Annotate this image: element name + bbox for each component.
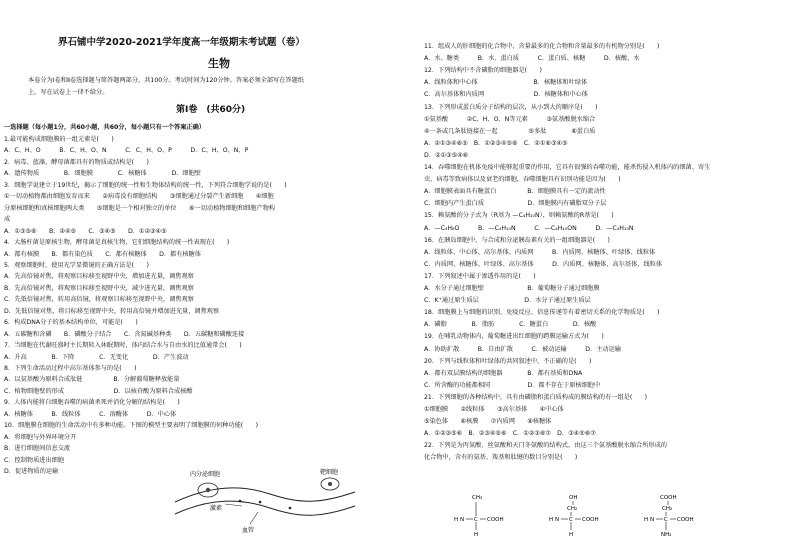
question-line: A．磷脂 B．脂肪 C．糖蛋白 D．核酸 bbox=[424, 321, 597, 329]
instructions: 一选择题（每小题1分，共60小题，共60分，每小题只有一个答案正确） bbox=[4, 124, 205, 131]
hormone-diagram bbox=[170, 468, 360, 536]
question-line: A．升高 B．下降 C．无变化 D．产生波动 bbox=[4, 353, 189, 361]
carboxyl-group: COOH bbox=[487, 517, 504, 523]
question-line: A．—C₄H₈O B．—C₄H₁₀N C．—C₄H₁₀ON D．—C₄H₁₀N bbox=[424, 224, 634, 232]
subject-title: 生物 bbox=[208, 57, 230, 70]
question-line: A．协助扩散 B．自由扩散 C．被动运输 D．主动运输 bbox=[424, 345, 621, 353]
question-line: 分原核细胞和真核细胞两大类 ⑤细胞是一个相对独立的单位 ⑥一切动植物细胞和细胞产物构 bbox=[4, 204, 275, 212]
vessel-pointer bbox=[250, 512, 258, 524]
question-line: 20．下列与线粒体和叶绿体的共同叙述中，不正确的是( ) bbox=[424, 357, 592, 365]
question-line: 6．构成DNA分子的基本结构单位，可能是( ) bbox=[4, 319, 138, 327]
target-nucleus bbox=[328, 482, 332, 486]
question-line: 12．下列结构中不含磷脂的细胞器是( ) bbox=[424, 67, 542, 75]
question-line: 8．下列生命活动过程中高尔基体参与的是( ) bbox=[4, 365, 137, 372]
question-line: A．核糖体 B．线粒体 C．溶酶体 D．中心体 bbox=[4, 410, 177, 418]
alanine-r-group: CH₃ bbox=[472, 495, 483, 501]
question-line: C．植物细胞壁的形成 D．以核苷酸为原料合成核酸 bbox=[4, 387, 193, 395]
intro-line-2: 上，写在试卷上一律不给分。 bbox=[28, 89, 109, 96]
serine-oh: OH bbox=[569, 495, 578, 501]
question-line: C．K⁺通过原生质层 D．水分子通过原生质层 bbox=[424, 297, 591, 305]
question-line: 虫、病毒等致病体以及衰老的细胞，吞噬细胞具有识别功能是因为( ) bbox=[424, 176, 621, 184]
amino-acid-structures bbox=[454, 494, 754, 549]
question-line: A．C、H、O B．C、H、O、N C．C、H、O、P D．C、H、O、N、P bbox=[4, 147, 249, 155]
question-line: 10．细胞膜在细胞的生命活动中有多种功能。下图的模型主要表明了细胞膜的何种功能( ) bbox=[4, 422, 259, 430]
atom-c: C bbox=[474, 517, 478, 523]
carboxyl-group: COOH bbox=[582, 517, 599, 523]
question-line: 5．观察细胞时，使用光学显微镜的正确方法是( ) bbox=[4, 261, 149, 269]
question-line: 2．病毒、蓝藻、酵母菌都具有的物质或结构是( ) bbox=[4, 158, 149, 166]
part-one-heading: 第Ⅰ卷 (共60分) bbox=[176, 105, 246, 115]
alanine-structure bbox=[454, 495, 504, 538]
hormone-dot bbox=[259, 501, 262, 504]
hormone-label: 激素 bbox=[210, 505, 223, 512]
atom-h: H bbox=[549, 517, 554, 523]
aspartate-structure bbox=[644, 495, 694, 538]
question-line: C．高尔基体和内质网 D．核糖体和中心体 bbox=[424, 91, 588, 99]
atom-n: N bbox=[650, 517, 655, 523]
question-line: 18．细胞膜上与细胞的识别、免疫反应、信息传递等有着密切关系的化学物质是( ) bbox=[424, 309, 660, 317]
vessel-lower-wall bbox=[175, 501, 355, 515]
question-line: 3．细胞学说建立于19世纪，揭示了细胞的统一性和生物体结构的统一性，下列符合细胞学说的是( ) bbox=[4, 181, 287, 189]
question-line: 19．在哺乳动物体内，葡萄糖进出红细胞的跨膜运输方式为( ) bbox=[424, 333, 604, 341]
question-line: C．控制物质进出细胞 bbox=[4, 456, 65, 464]
question-line: A．水分子通过细胞壁 B．葡萄糖分子通过细胞膜 bbox=[424, 285, 600, 292]
question-line: A．细胞膜表面具有糖蛋白 B．细胞膜具有一定的流动性 bbox=[424, 188, 606, 196]
atom-h: H bbox=[644, 517, 649, 523]
question-line: A．都有核膜 B．都有染色质 C．都有核糖体 D．都有核糖体 bbox=[4, 250, 201, 258]
hormone-dot bbox=[289, 507, 292, 510]
vessel-label: 血管 bbox=[242, 527, 255, 534]
amino-group: NH₂ bbox=[661, 532, 672, 538]
question-line: A．线粒体和中心体 B．核糖体和叶绿体 bbox=[424, 79, 588, 87]
question-line: ④一条或几条肽链接在一起 ⑤多肽 ⑥蛋白质 bbox=[424, 127, 596, 135]
question-line: ⑤染色体 ⑥核膜 ⑦内质网 ⑧核糖体 bbox=[424, 418, 552, 426]
question-line: 成 bbox=[4, 216, 11, 224]
atom-h: H bbox=[474, 532, 479, 538]
question-line: 1.最可能构成细胞膜的一组元素是( ) bbox=[4, 136, 114, 143]
atom-n: N bbox=[460, 517, 465, 523]
hormone-dot bbox=[239, 500, 242, 503]
question-line: A．将细胞与外界环境分开 bbox=[4, 433, 77, 441]
target-cell-label: 靶细胞 bbox=[320, 469, 339, 476]
question-line: D．②①③⑤④⑥ bbox=[424, 151, 469, 159]
atom-h: H bbox=[454, 517, 459, 523]
question-line: ①一切动植物都由细胞发育而来 ②病毒没有细胞结构 ③细胞通过分裂产生新细胞 ④细胞 bbox=[4, 193, 274, 201]
question-line: D．促进物质的运输 bbox=[4, 468, 59, 476]
question-line: A．以氨基酸为原料合成肽链 B．分解葡萄糖释放能量 bbox=[4, 376, 180, 384]
question-line: 化合物中，含有的氨基、羧基和肽键的数目分别是( ) bbox=[424, 454, 578, 462]
question-line: 14．吞噬细胞在机体免疫中能够起重要的作用，它具有很强的吞噬功能，能杀伤侵入机体内的细菌、寄生 bbox=[424, 164, 711, 171]
question-line: B．先高倍镜对焦，将观察目标移至视野中央，减少进光量，调焦观察 bbox=[4, 284, 194, 292]
question-line: 9．人体内能将白细胞吞噬的病菌杀死并消化分解的结构是( ) bbox=[4, 399, 180, 407]
question-line: 16．在胰岛细胞中，与合成和分泌胰岛素有关的一组细胞器是( ) bbox=[424, 236, 610, 244]
atom-h: H bbox=[569, 532, 574, 538]
question-line: A．先高倍镜对焦，将观察目标移至视野中央，增加进光量，调焦观察 bbox=[4, 273, 194, 281]
question-line: A．线粒体、中心体、高尔基体、内质网 B．内质网、核糖体、叶绿体、线粒体 bbox=[424, 248, 656, 256]
question-line: A．都有双层膜结构的细胞器 B．都有基质和DNA bbox=[424, 369, 583, 377]
atom-c: C bbox=[569, 517, 573, 523]
exam-title: 界石铺中学2020-2021学年度高一年级期末考试题（卷） bbox=[58, 37, 305, 48]
serine-ch2: CH₂ bbox=[567, 506, 578, 512]
carboxyl-group: COOH bbox=[677, 517, 694, 523]
serine-structure bbox=[549, 495, 599, 538]
question-line: 17．下列叙述中属于渗透作用的是( ) bbox=[424, 272, 536, 280]
endocrine-cell-label: 内分泌细胞 bbox=[190, 471, 221, 478]
atom-n: N bbox=[555, 517, 560, 523]
hormone-pointer bbox=[225, 504, 242, 506]
intro-line-1: 本卷分为Ⅰ卷和Ⅱ卷选择题与简答题两部分，共100分。考试时间为120分钟。答案必须全部写在答题纸 bbox=[28, 77, 304, 84]
question-line: A．水、糖类 B．水、蛋白质 C．蛋白质、核糖 D．核酸、水 bbox=[424, 55, 640, 63]
question-line: A．遗传物质 B．细胞膜 C．核糖体 D．细胞壁 bbox=[4, 170, 201, 178]
question-line: A．五碳糖和含磷 B．磷酸分子结合 C．含氮碱基种类 D．五碳糖和磷酸连接 bbox=[4, 330, 245, 338]
question-line: 11．组成人的肝细胞的化合物中，含量最多的化合物和含量最多的有机物分别是( ) bbox=[424, 43, 660, 50]
aspartate-ch2: CH₂ bbox=[662, 506, 673, 512]
question-line: ①细胞膜 ②线粒体 ③高尔基体 ④中心体 bbox=[424, 406, 564, 413]
aspartate-side-cooh: COOH bbox=[660, 495, 677, 501]
question-line: 15．赖氨酸的分子式为（R基为 —C₄H₁₀N），则赖氨酸的R基是( ) bbox=[424, 212, 614, 220]
question-line: ①氨基酸 ②C、H、O、N等元素 ③氨基酸脱水缩合 bbox=[424, 115, 596, 123]
question-line: C．所含酶的功能都相同 D．都不存在于原核细胞中 bbox=[424, 381, 601, 389]
question-line: 4．大肠杆菌是原核生物，酵母菌是真核生物，它们细胞结构的统一性表现在( ) bbox=[4, 239, 230, 247]
question-line: 7．当细胞在代谢旺盛时主长期转入休眠期时，体内结合水与自由水的比值通常会( ) bbox=[4, 342, 242, 350]
atom-c: C bbox=[664, 517, 668, 523]
question-line: 13．下列形成蛋白质分子结构的层次，从小到大的顺序是( ) bbox=[424, 103, 598, 111]
question-line: A．①②③⑤⑥ B．②③④⑤⑥ C．①②③⑥⑦ D．③④⑤⑥⑦ bbox=[424, 430, 596, 438]
question-line: 22．下列是为丙氨酸、丝氨酸和天门冬氨酸的结构式，由这三个氨基酸脱水缩合所形成的 bbox=[424, 442, 667, 450]
endocrine-nucleus bbox=[206, 488, 210, 492]
question-line: C．细胞内产生蛋白质 D．细胞膜内有磷脂双分子层 bbox=[424, 200, 607, 208]
question-line: A．②①③④⑥⑤ B．①②③④⑤⑥ C．②①⑥③④⑤ bbox=[424, 139, 574, 147]
question-line: A．①③⑤⑥ B．②④⑤ C．③④⑤ D．①②③④⑤ bbox=[4, 227, 167, 235]
question-line: C．内质网、核糖体、叶绿体、高尔基体 D．内质网、核糖体、高尔基体、线粒体 bbox=[424, 260, 663, 268]
question-line: C．先低倍镜对焦，转用高倍镜，将观察目标移至视野中央，调焦观察 bbox=[4, 296, 194, 304]
question-line: D．先低倍镜对焦，将目标移至视野中央，转用高倍镜并增加进光量，调焦观察 bbox=[4, 307, 220, 315]
question-line: B．进行细胞间信息交流 bbox=[4, 445, 71, 453]
question-line: 21．下列细胞的各种结构中，具有由磷脂和蛋白质构成的膜结构的有一组是( ) bbox=[424, 393, 648, 401]
